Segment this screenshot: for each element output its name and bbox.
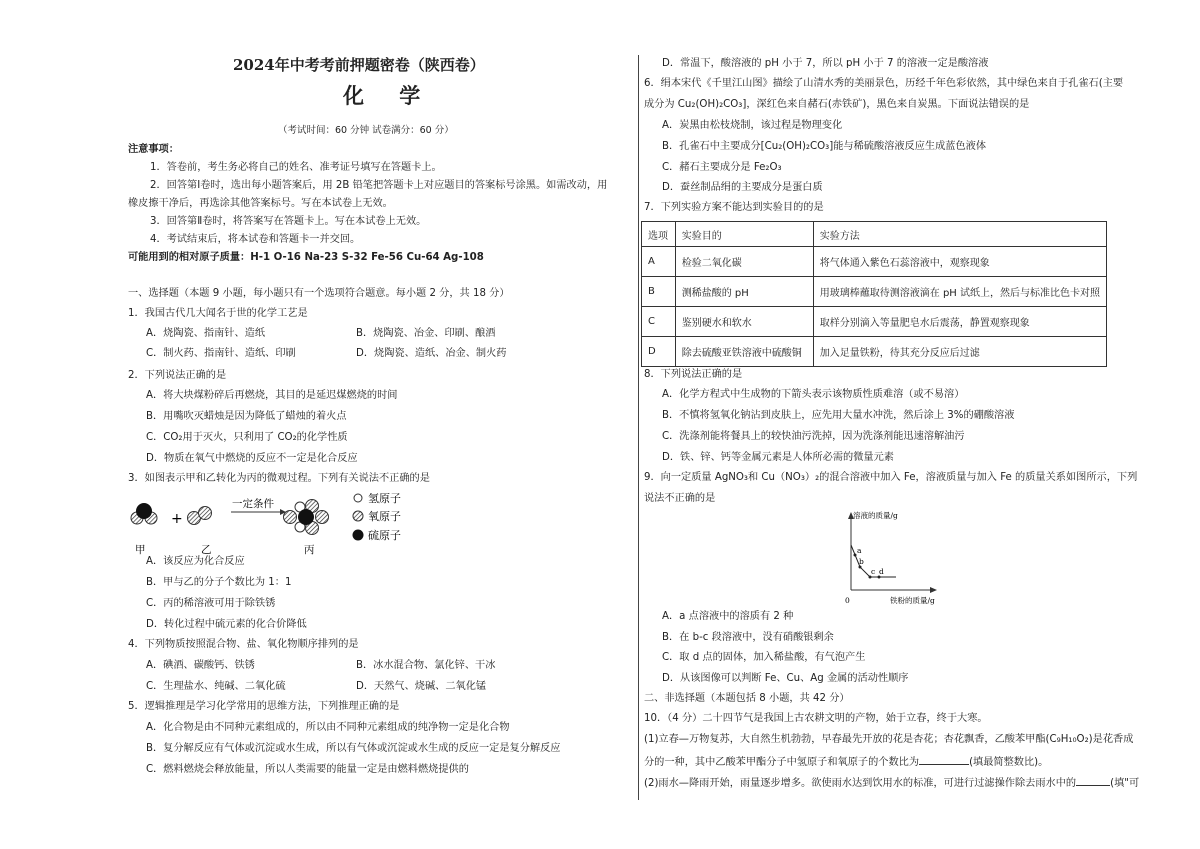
page-title: 2024年中考考前押题密卷（陕西卷） (233, 56, 485, 74)
table-header-row (642, 222, 1107, 247)
notice-label: 注意事项： (128, 144, 179, 155)
table-header: 实验方法 (813, 222, 1106, 247)
q1-stem: 1．我国古代几大闻名于世的化学工艺是 (128, 308, 308, 319)
q9-option-b: B．在 b-c 段溶液中，没有硝酸银剩余 (662, 632, 834, 643)
notice-item: 4．考试结束后，将本试卷和答题卡一并交回。 (150, 234, 361, 245)
q9-option-a: A．a 点溶液中的溶质有 2 种 (662, 611, 794, 622)
legend-hydrogen: 氢原子 (368, 493, 401, 505)
q4-option-b: B．冰水混合物、氯化锌、干冰 (356, 660, 496, 671)
table-cell: A (642, 247, 676, 277)
q3-option-a: A．该反应为化合反应 (146, 556, 245, 567)
q2-stem: 2．下列说法正确的是 (128, 370, 227, 381)
q4-option-a: A．碘酒、碳酸钙、铁锈 (146, 660, 255, 671)
q10-part1-suffix: (填最简整数比)。 (969, 757, 1049, 768)
q3-stem: 3．如图表示甲和乙转化为丙的微观过程。下列有关说法不正确的是 (128, 473, 430, 484)
q3-option-d: D．转化过程中硫元素的化合价降低 (146, 619, 307, 630)
notice-item: 3．回答第Ⅱ卷时，将答案写在答题卡上。写在本试卷上无效。 (150, 216, 427, 227)
point-label-d: d (879, 567, 884, 576)
q4-stem: 4．下列物质按照混合物、盐、氧化物顺序排列的是 (128, 639, 359, 650)
q10-part2-line1 (644, 775, 1139, 791)
notice-item: 橡皮擦干净后，再选涂其他答案标号。写在本试卷上无效。 (128, 198, 393, 209)
q9-stem-line1: 9．向一定质量 AgNO₃和 Cu（NO₃）₂的混合溶液中加入 Fe，溶液质量与加入 Fe 的质量关系如图所示，下列 (644, 472, 1138, 483)
q4-option-c: C．生理盐水、纯碱、二氧化硫 (146, 681, 286, 692)
q8-option-d: D．铁、锌、钙等金属元素是人体所必需的微量元素 (662, 452, 894, 463)
q10-part2-suffix: (填"可 (1110, 778, 1140, 789)
q10-stem: 10．（4 分）二十四节气是我国上古农耕文明的产物，始于立春，终于大寒。 (644, 713, 988, 724)
column-divider (638, 55, 639, 800)
q1-option-d: D．烧陶瓷、造纸、冶金、制火药 (356, 348, 507, 359)
label-bing: 丙 (304, 544, 315, 555)
reaction-condition: 一定条件 (232, 498, 274, 510)
legend-oxygen: 氧原子 (368, 510, 401, 523)
origin-label: 0 (845, 596, 850, 605)
x-axis-label: 铁粉的质量/g (890, 596, 935, 605)
q2-option-b: B．用嘴吹灭蜡烛是因为降低了蜡烛的着火点 (146, 411, 347, 422)
table-cell: 取样分别滴入等量肥皂水后震荡，静置观察现象 (813, 307, 1106, 337)
table-cell: 用玻璃棒蘸取待测溶液滴在 pH 试纸上，然后与标准比色卡对照 (813, 277, 1106, 307)
q6-option-b: B．孔雀石中主要成分[Cu₂(OH)₂CO₃]能与稀硫酸溶液反应生成蓝色液体 (662, 141, 987, 152)
point-label-b: b (859, 557, 864, 566)
legend-hydrogen-icon (354, 494, 362, 502)
table-row (642, 277, 1107, 307)
table-row (642, 337, 1107, 367)
molecule-jia (131, 503, 157, 524)
q5-option-d: D．常温下，酸溶液的 pH 小于 7，所以 pH 小于 7 的溶液一定是酸溶液 (662, 58, 989, 69)
answer-blank[interactable] (919, 754, 969, 765)
table-row (642, 307, 1107, 337)
q1-option-c: C．制火药、指南针、造纸、印刷 (146, 348, 296, 359)
q1-option-a: A．烧陶瓷、指南针、造纸 (146, 328, 266, 339)
table-header: 实验目的 (675, 222, 813, 247)
q8-stem: 8．下列说法正确的是 (644, 369, 743, 380)
molecule-yi (188, 507, 212, 525)
x-axis-arrow (930, 587, 937, 593)
q3-legend (353, 493, 402, 542)
q8-option-b: B．不慎将氢氧化钠沾到皮肤上，应先用大量水冲洗，然后涂上 3%的硼酸溶液 (662, 410, 1015, 421)
q2-option-c: C．CO₂用于灭火，只利用了 CO₂的化学性质 (146, 432, 348, 443)
q8-option-c: C．洗涤剂能将餐具上的较快油污洗掉，因为洗涤剂能迅速溶解油污 (662, 431, 965, 442)
table-cell: 检验二氧化碳 (675, 247, 813, 277)
q4-options-row1 (146, 659, 626, 673)
table-cell: 除去硫酸亚铁溶液中硫酸铜 (675, 337, 813, 367)
legend-oxygen-icon (353, 511, 363, 521)
subject-title: 化 学 (343, 83, 435, 108)
q5-option-a: A．化合物是由不同种元素组成的，所以由不同种元素组成的纯净物一定是化合物 (146, 722, 510, 733)
q5-option-b: B．复分解反应有气体或沉淀或水生成，所以有气体或沉淀或水生成的反应一定是复分解反应 (146, 743, 561, 754)
q1-options-row1 (146, 327, 626, 341)
point-label-c: c (871, 567, 876, 576)
q1-options-row2 (146, 347, 626, 361)
notice-item: 2．回答第Ⅰ卷时，选出每小题答案后，用 2B 铅笔把答题卡上对应题目的答案标号涂黑。如需改动，用 (150, 180, 608, 191)
q9-graph (840, 509, 970, 605)
notice-item: 1．答卷前，考生务必将自己的姓名、准考证号填写在答题卡上。 (150, 162, 442, 173)
q9-stem-line2: 说法不正确的是 (644, 493, 716, 504)
q4-options-row2 (146, 680, 626, 694)
q5-option-c: C．燃料燃烧会释放能量，所以人类需要的能量一定是由燃料燃烧提供的 (146, 764, 469, 775)
q1-option-b: B．烧陶瓷、冶金、印刷、酿酒 (356, 328, 496, 339)
q7-stem: 7．下列实验方案不能达到实验目的的是 (644, 202, 824, 213)
table-cell: 鉴别硬水和软水 (675, 307, 813, 337)
q6-option-a: A．炭黑由松枝烧制，该过程是物理变化 (662, 120, 843, 131)
answer-blank[interactable] (1076, 775, 1110, 786)
q7-table (641, 221, 1107, 367)
table-cell: 测稀盐酸的 pH (675, 277, 813, 307)
q6-option-d: D．蚕丝制品绢的主要成分是蛋白质 (662, 182, 823, 193)
point-label-a: a (857, 546, 862, 555)
y-axis-label: 溶液的质量/g (853, 511, 898, 520)
q3-option-b: B．甲与乙的分子个数比为 1：1 (146, 577, 292, 588)
section2-heading: 二、非选择题（本题包括 8 小题，共 42 分） (644, 693, 850, 704)
label-yi: 乙 (201, 544, 212, 555)
q9-option-c: C．取 d 点的固体，加入稀盐酸，有气泡产生 (662, 652, 866, 663)
table-cell: 将气体通入紫色石蕊溶液中，观察现象 (813, 247, 1106, 277)
q2-option-a: A．将大块煤粉碎后再燃烧，其目的是延迟煤燃烧的时间 (146, 390, 398, 401)
q5-stem: 5．逻辑推理是学习化学常用的思维方法，下列推理正确的是 (128, 701, 400, 712)
legend-sulfur-icon (353, 530, 364, 541)
molecule-bing (284, 500, 329, 535)
table-cell: B (642, 277, 676, 307)
section1-heading: 一、选择题（本题 9 小题，每小题只有一个选项符合题意。每小题 2 分，共 18 分） (128, 288, 510, 299)
q10-part2-text: (2)雨水—降雨开始，雨量逐步增多。欲使雨水达到饮用水的标准，可进行过滤操作除去雨水中的 (644, 778, 1077, 789)
label-jia: 甲 (135, 544, 146, 555)
table-row (642, 247, 1107, 277)
exam-info: （考试时间：60 分钟 试卷满分：60 分） (278, 125, 454, 136)
table-cell: 加入足量铁粉，待其充分反应后过滤 (813, 337, 1106, 367)
q6-stem-line2: 成分为 Cu₂(OH)₂CO₃]，深红色来自赭石(赤铁矿)，黑色来自炭黑。下面说法错误的是 (644, 99, 1030, 110)
q9-option-d: D．从该图像可以判断 Fe、Cu、Ag 金属的活动性顺序 (662, 673, 909, 684)
q10-part1-line2 (644, 754, 1048, 770)
table-header: 选项 (642, 222, 676, 247)
q4-option-d: D．天然气、烧碱、二氧化锰 (356, 681, 487, 692)
table-cell: D (642, 337, 676, 367)
q3-option-c: C．丙的稀溶液可用于除铁锈 (146, 598, 276, 609)
q6-stem-line1: 6．绢本宋代《千里江山图》描绘了山清水秀的美丽景色，历经千年色彩依然，其中绿色来自于孔雀石(主要 (644, 78, 1124, 89)
atomic-masses: 可能用到的相对原子质量：H-1 O-16 Na-23 S-32 Fe-56 Cu-64 Ag-108 (128, 252, 484, 263)
q10-part1-line1: (1)立春—万物复苏，大自然生机勃勃，早春最先开放的花是杏花；杏花飘香，乙酸苯甲酯(C₉H₁₀O₂)是花香成 (644, 734, 1134, 745)
legend-sulfur: 硫原子 (368, 529, 401, 542)
q10-part1-text: 分的一种，其中乙酸苯甲酯分子中氢原子和氧原子的个数比为 (644, 757, 920, 768)
table-cell: C (642, 307, 676, 337)
q3-reaction-diagram (128, 493, 428, 555)
q6-option-c: C．赭石主要成分是 Fe₂O₃ (662, 162, 782, 173)
plus-sign: + (171, 511, 183, 527)
q8-option-a: A．化学方程式中生成物的下箭头表示该物质性质难溶（或不易溶） (662, 389, 965, 400)
q2-option-d: D．物质在氧气中燃烧的反应不一定是化合反应 (146, 453, 358, 464)
